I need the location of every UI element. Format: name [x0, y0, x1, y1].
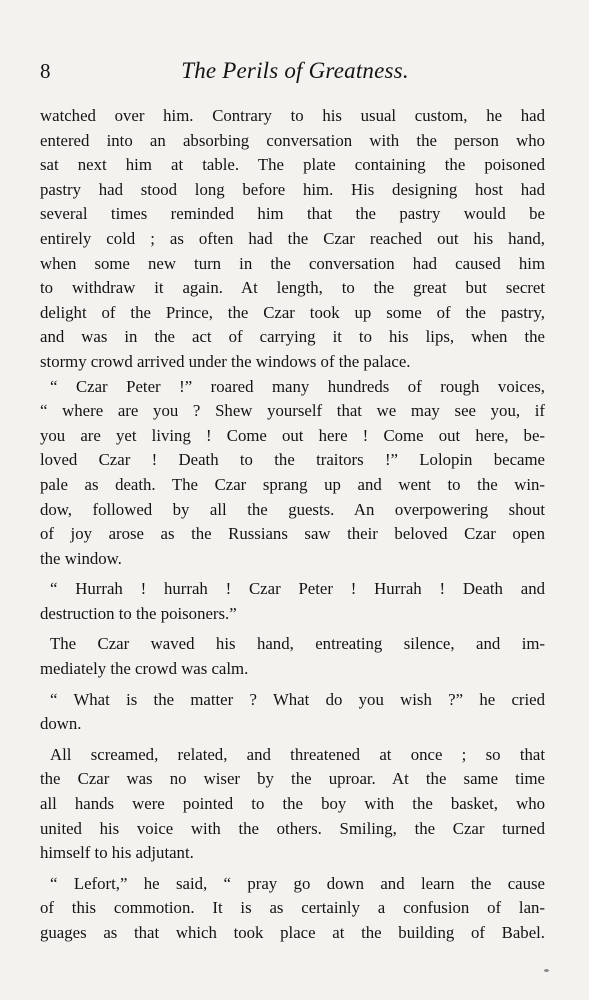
text-line: of this commotion. It is as certainly a confusion of lan-: [40, 898, 545, 918]
paragraph: [40, 743, 545, 866]
paragraph: [40, 577, 545, 626]
text-line: “ Czar Peter !” roared many hundreds of rough voices,: [50, 376, 545, 396]
text-line: loved Czar ! Death to the traitors !” Lolopin became: [40, 450, 545, 470]
running-title: The Perils of Greatness.: [181, 58, 409, 83]
text-line: when some new turn in the conversation had caused him: [40, 253, 545, 273]
text-line: All screamed, related, and threatened at once ; so that: [50, 744, 545, 764]
text-line: entered into an absorbing conversation with the person who: [40, 130, 545, 150]
text-line: of joy arose as the Russians saw their beloved Czar open: [40, 524, 545, 544]
page-header: [40, 58, 550, 88]
text-line: destruction to the poisoners.”: [40, 603, 237, 623]
text-line: delight of the Prince, the Czar took up some of the pastry,: [40, 302, 545, 322]
paragraph: [40, 632, 545, 681]
text-line: united his voice with the others. Smiling, the Czar turned: [40, 818, 545, 838]
text-line: “ Hurrah ! hurrah ! Czar Peter ! Hurrah ! Death and: [50, 579, 545, 599]
page-number: 8: [40, 59, 51, 83]
paragraph: [40, 688, 545, 737]
text-line: all hands were pointed to the boy with the basket, who: [40, 794, 545, 814]
text-line: several times reminded him that the pastry would be: [40, 204, 545, 224]
text-line: guages as that which took place at the building of Babel.: [40, 923, 545, 942]
text-line: the Czar was no wiser by the uproar. At the same time: [40, 769, 545, 789]
paragraph: [40, 104, 545, 375]
text-line: mediately the crowd was calm.: [40, 659, 249, 679]
text-line: sat next him at table. The plate containing the poisoned: [40, 155, 545, 175]
text-line: and was in the act of carrying it to his lips, when the: [40, 327, 545, 347]
text-line: watched over him. Contrary to his usual custom, he had: [40, 106, 545, 125]
paragraph: [40, 872, 545, 946]
text-line: pale as death. The Czar sprang up and went to the win-: [40, 474, 545, 494]
text-line: “ where are you ? Shew yourself that we may see you, if: [40, 401, 545, 421]
text-line: himself to his adjutant.: [40, 843, 194, 863]
text-line: the window.: [40, 548, 122, 568]
text-line: down.: [40, 714, 82, 734]
print-speck: [544, 969, 549, 972]
text-line: The Czar waved his hand, entreating silence, and im-: [50, 634, 545, 654]
paragraph: [40, 375, 545, 572]
text-line: “ What is the matter ? What do you wish ?” he cried: [50, 689, 545, 709]
text-line: pastry had stood long before him. His designing host had: [40, 179, 545, 199]
text-line: dow, followed by all the guests. An overpowering shout: [40, 499, 545, 519]
text-line: stormy crowd arrived under the windows of the palace.: [40, 351, 411, 371]
text-line: “ Lefort,” he said, “ pray go down and learn the cause: [50, 873, 545, 893]
body-text: [40, 104, 545, 946]
text-line: you are yet living ! Come out here ! Come out here, be-: [40, 425, 545, 445]
text-line: entirely cold ; as often had the Czar reached out his hand,: [40, 228, 545, 248]
text-line: to withdraw it again. At length, to the great but secret: [40, 278, 545, 298]
